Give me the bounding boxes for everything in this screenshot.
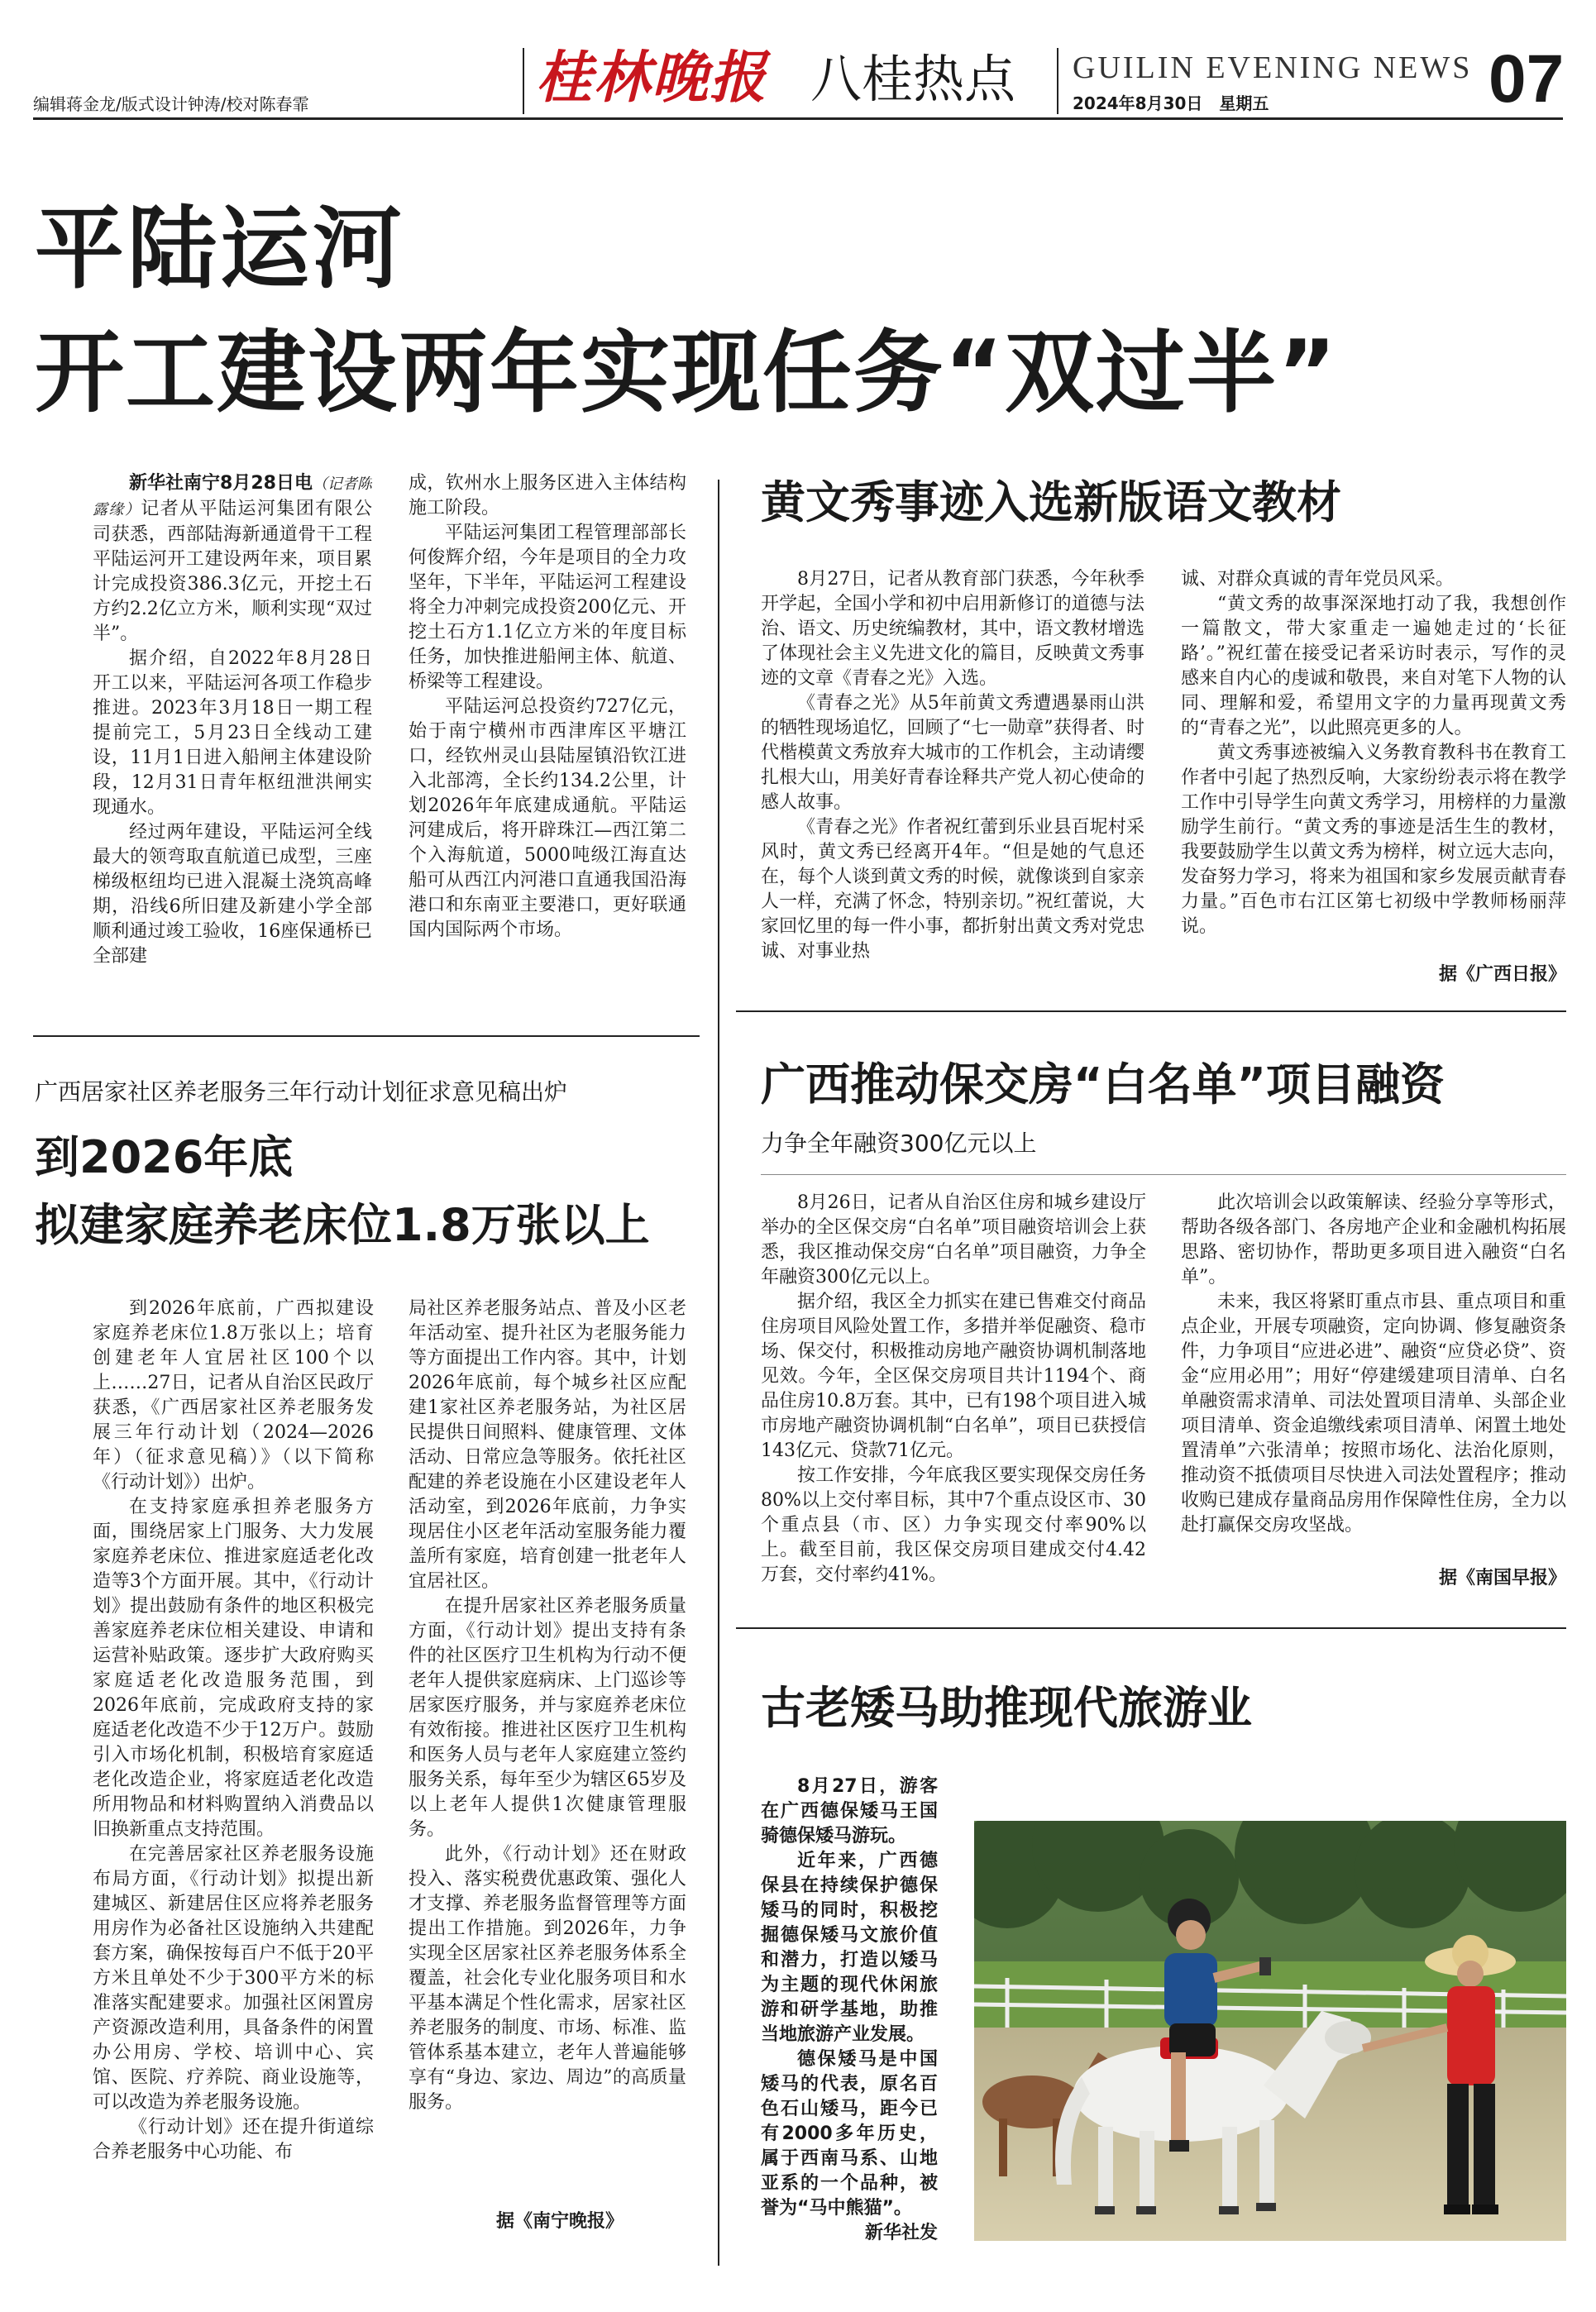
pony-paragraph: 近年来，广西德保县在持续保护德保矮马的同时，积极挖掘德保矮马文旅价值和潜力，打造以矮马为主题的现代休闲旅游和研学基地，助推当地旅游产业发展。 bbox=[761, 1851, 938, 2045]
masthead-divider bbox=[523, 48, 524, 114]
eldercare-headline-line2: 拟建家庭养老床位1.8万张以上 bbox=[35, 1199, 650, 1251]
textbook-source: 据《广西日报》 bbox=[1438, 964, 1566, 985]
pony-caption bbox=[761, 1775, 938, 2254]
eldercare-paragraph: 在提升居家社区养老服务质量方面，《行动计划》提出支持有条件的社区医疗卫生机构为行动不便老年人提供家庭病床、上门巡诊等居家医疗服务，并与家庭养老床位有效衔接。推进社区医疗卫生机构和医务人员与老年人家庭建立签约服务关系，每年至少为辖区65岁及以上老年人提供1次健康管理服务。 bbox=[409, 1596, 686, 1840]
textbook-column-1 bbox=[761, 567, 1144, 987]
lead-column-2 bbox=[409, 471, 686, 992]
housing-column-1 bbox=[761, 1191, 1146, 1614]
lead-headline-line1: 平陆运河 bbox=[35, 198, 406, 301]
housing-paragraph: 8月26日，记者从自治区住房和城乡建设厅举办的全区保交房“白名单”项目融资培训会上获悉，我区推动保交房“白名单”项目融资，力争全年融资300亿元以上。 bbox=[761, 1192, 1146, 1287]
masthead-rule bbox=[33, 117, 1563, 120]
textbook-paragraph: 《青春之光》从5年前黄文秀遭遇暴雨山洪的牺牲现场追忆，回顾了“七一勋章”获得者、时代楷模黄文秀放弃大城市的工作机会，主动请缨扎根大山，用美好青春诠释共产党人初心使命的感人故事。 bbox=[761, 693, 1144, 813]
housing-subhead: 力争全年融资300亿元以上 bbox=[761, 1130, 1037, 1157]
section-divider-left bbox=[33, 1035, 700, 1037]
eldercare-paragraph: 《行动计划》还在提升街道综合养老服务中心功能、布 bbox=[93, 2117, 374, 2162]
textbook-paragraph: 诚、对群众真诚的青年党员风采。 bbox=[1181, 569, 1455, 590]
lead-paragraph: 平陆运河集团工程管理部部长何俊辉介绍，今年是项目的全力攻坚年，下半年，平陆运河工程建设将全力冲刺完成投资200亿元、开挖土石方1.1亿立方米的年度目标任务，加快推进船闸主体、航道、桥梁等工程建设。 bbox=[409, 523, 686, 692]
eldercare-source: 据《南宁晚报》 bbox=[495, 2211, 624, 2232]
textbook-paragraph: 《青春之光》作者祝红蕾到乐业县百坭村采风时，黄文秀已经离开4年。“但是她的气息还在，每个人谈到黄文秀的时候，就像谈到自家亲人一样，充满了怀念，特别亲切。”祝红蕾说，大家回忆里的每一件小事，都折射出黄文秀对党忠诚、对事业热 bbox=[761, 817, 1144, 962]
lead-paragraph: 经过两年建设，平陆运河全线最大的领弯取直航道已成型，三座梯级枢纽均已进入混凝土浇筑高峰期，沿线6所旧建及新建小学全部顺利通过竣工验收，16座保通桥已全部建 bbox=[93, 822, 372, 967]
lead-headline-line2: 开工建设两年实现任务“双过半” bbox=[35, 322, 1338, 425]
housing-paragraph: 未来，我区将紧盯重点市县、重点项目和重点企业，开展专项融资，定向协调、修复融资条件，力争项目“应进必进”、融资“应贷必贷”、资金“应用必用”；用好“停建缓建项目清单、白名单融资需求清单、司法处置项目清单、头部企业项目清单、资金追缴线索项目清单、闲置土地处置清单”六张清单；按照市场化、法治化原则，推动资不抵债项目尽快进入司法处置程序；推动收购已建成存量商品房用作保障性住房，全力以赴打赢保交房攻坚战。 bbox=[1181, 1292, 1566, 1536]
section-divider-right-2 bbox=[736, 1627, 1566, 1629]
eldercare-paragraph: 局社区养老服务站点、普及小区老年活动室、提升社区为老服务能力等方面提出工作内容。其中，计划2026年底前，每个城乡社区应配建1家社区养老服务站，为社区居民提供日间照料、健康管理、文体活动、日常应急等服务。依托社区配建的养老设施在小区建设老年人活动室，到2026年底前，力争实现居住小区老年活动室服务能力覆盖所有家庭，培育创建一批老年人宜居社区。 bbox=[409, 1298, 686, 1592]
housing-headline: 广西推动保交房“白名单”项目融资 bbox=[761, 1058, 1445, 1111]
eldercare-headline-line1: 到2026年底 bbox=[35, 1131, 294, 1183]
housing-paragraph: 据介绍，我区全力抓实在建已售难交付商品住房项目风险处置工作，多措并举促融资、稳市场、保交付，积极推动房地产融资协调机制落地见效。今年，全区保交房项目共计1194个、商品住房10.8万套。其中，已有198个项目进入城市房地产融资协调机制“白名单”，项目已获授信143亿元、贷款71亿元。 bbox=[761, 1292, 1146, 1461]
section-divider-right bbox=[736, 1010, 1566, 1012]
textbook-paragraph: 8月27日，记者从教育部门获悉，今年秋季开学起，全国小学和初中启用新修订的道德与法治、语文、历史统编教材，其中，语文教材增选了体现社会主义先进文化的篇目，反映黄文秀事迹的文章《青春之光》入选。 bbox=[761, 569, 1144, 689]
textbook-headline: 黄文秀事迹入选新版语文教材 bbox=[761, 476, 1341, 528]
pony-paragraph: 德保矮马是中国矮马的代表，原名百色石山矮马，距今已有2000多年历史，属于西南马系、山地亚系的一个品种，被誉为“马中熊猫”。 bbox=[761, 2049, 938, 2219]
textbook-paragraph: 黄文秀事迹被编入义务教育教科书在教育工作者中引起了热烈反响，大家纷纷表示将在教学工作中引导学生向黄文秀学习，用榜样的力量激励学生前行。“黄文秀的事迹是活生生的教材，我要鼓励学生以黄文秀为榜样，树立远大志向，发奋努力学习，将来为祖国和家乡发展贡献青春力量。”百色市右江区第七初级中学教师杨丽萍说。 bbox=[1181, 743, 1566, 937]
editor-credits: 编辑蒋金龙/版式设计钟涛/校对陈春霏 bbox=[33, 94, 309, 114]
lead-dateline: 新华社南宁8月28日电 bbox=[129, 473, 313, 494]
pony-headline: 古老矮马助推现代旅游业 bbox=[761, 1682, 1252, 1734]
textbook-column-2 bbox=[1181, 567, 1566, 963]
english-name: GUILIN EVENING NEWS bbox=[1073, 50, 1473, 85]
section-name: 八桂热点 bbox=[810, 49, 1016, 109]
eldercare-column-2 bbox=[409, 1297, 686, 2208]
housing-column-2 bbox=[1181, 1191, 1566, 1564]
pony-paragraph: 8月27日，游客在广西德保矮马王国骑德保矮马游玩。 bbox=[761, 1776, 938, 1846]
lead-column-1 bbox=[93, 471, 372, 992]
housing-paragraph: 此次培训会以政策解读、经验分享等形式，帮助各级各部门、各房地产企业和金融机构拓展思路、密切协作，帮助更多项目进入融资“白名单”。 bbox=[1181, 1192, 1566, 1287]
lead-paragraph: 记者从平陆运河集团有限公司获悉，西部陆海新通道骨干工程平陆运河开工建设两年来，项目累计完成投资386.3亿元，开挖土石方约2.2亿立方米，顺利实现“双过半”。 bbox=[93, 499, 372, 644]
eldercare-paragraph: 到2026年底前，广西拟建设家庭养老床位1.8万张以上；培育创建老年人宜居社区100个以上……27日，记者从自治区民政厅获悉，《广西居家社区养老服务发展三年行动计划（2024—2026年）（征求意见稿）》（以下简称《行动计划》）出炉。 bbox=[93, 1298, 374, 1493]
paper-name-logo: 桂林晚报 bbox=[536, 45, 768, 111]
lead-paragraph: 平陆运河总投资约727亿元，始于南宁横州市西津库区平塘江口，经钦州灵山县陆屋镇沿钦江进入北部湾，全长约134.2公里，计划2026年年底建成通航。平陆运河建成后，将开辟珠江—西江第二个入海航道，5000吨级江海直达船可从西江内河港口直通我国沿海港口和东南亚主要港口，更好联通国内国际两个市场。 bbox=[409, 696, 686, 940]
eldercare-paragraph: 在支持家庭承担养老服务方面，围绕居家上门服务、大力发展家庭养老床位、推进家庭适老化改造等3个方面开展。其中，《行动计划》提出鼓励有条件的地区积极完善家庭养老床位相关建设、申请和运营补贴政策。逐步扩大政府购买家庭适老化改造服务范围，到2026年底前，完成政府支持的家庭适老化改造不少于12万户。鼓励引入市场化机制，积极培育家庭适老化改造企业，将家庭适老化改造所用物品和材料购置纳入消费品以旧换新重点支持范围。 bbox=[93, 1497, 374, 1840]
housing-source: 据《南国早报》 bbox=[1438, 1568, 1566, 1588]
eldercare-paragraph: 此外，《行动计划》还在财政投入、落实税费优惠政策、强化人才支撑、养老服务监督管理等方面提出工作措施。到2026年，力争实现全区居家社区养老服务体系全覆盖，社会化专业化服务项目和水平基本满足个性化需求，居家社区养老服务的制度、市场、标准、监管体系基本建立，老年人普遍能够享有“身边、家边、周边”的高质量服务。 bbox=[409, 1844, 686, 2113]
eldercare-column-1 bbox=[93, 1297, 374, 2261]
housing-paragraph: 按工作安排，今年底我区要实现保交房任务80%以上交付率目标，其中7个重点设区市、30个重点县（市、区）力争实现交付率90%以上。截至目前，我区保交房项目建成交付4.42万套，交付率约41%。 bbox=[761, 1465, 1146, 1585]
masthead-divider-2 bbox=[1057, 48, 1058, 114]
page-number: 07 bbox=[1488, 41, 1565, 117]
housing-rule bbox=[761, 1174, 1566, 1175]
pony-photo bbox=[974, 1821, 1566, 2241]
issue-date: 2024年8月30日 星期五 bbox=[1073, 93, 1269, 113]
pony-credit: 新华社发 bbox=[864, 2223, 938, 2243]
lead-paragraph: 成，钦州水上服务区进入主体结构施工阶段。 bbox=[409, 473, 686, 518]
eldercare-kicker: 广西居家社区养老服务三年行动计划征求意见稿出炉 bbox=[35, 1078, 568, 1106]
lead-paragraph: 据介绍，自2022年8月28日开工以来，平陆运河各项工作稳步推进。2023年3月18日一期工程提前完工，5月23日全线动工建设，11月1日进入船闸主体建设阶段，12月31日青年枢纽泄洪闸实现通水。 bbox=[93, 648, 372, 818]
eldercare-paragraph: 在完善居家社区养老服务设施布局方面，《行动计划》拟提出新建城区、新建居住区应将养老服务用房作为必备社区设施纳入共建配套方案，确保按每百户不低于20平方米且单处不少于300平方米的标准落实配建要求。加强社区闲置房产资源改造利用，具备条件的闲置办公用房、学校、培训中心、宾馆、医院、疗养院、商业设施等，可以改造为养老服务设施。 bbox=[93, 1844, 374, 2113]
textbook-paragraph: “黄文秀的故事深深地打动了我，我想创作一篇散文，带大家重走一遍她走过的‘长征路’。”祝红蕾在接受记者采访时表示，写作的灵感来自内心的虔诚和敬畏，来自对笔下人物的认同、理解和爱，希望用文字的力量再现黄文秀的“青春之光”，以此照亮更多的人。 bbox=[1181, 594, 1566, 738]
column-separator bbox=[718, 480, 719, 2266]
lead-byline: （记者陈露缘） bbox=[93, 475, 372, 518]
